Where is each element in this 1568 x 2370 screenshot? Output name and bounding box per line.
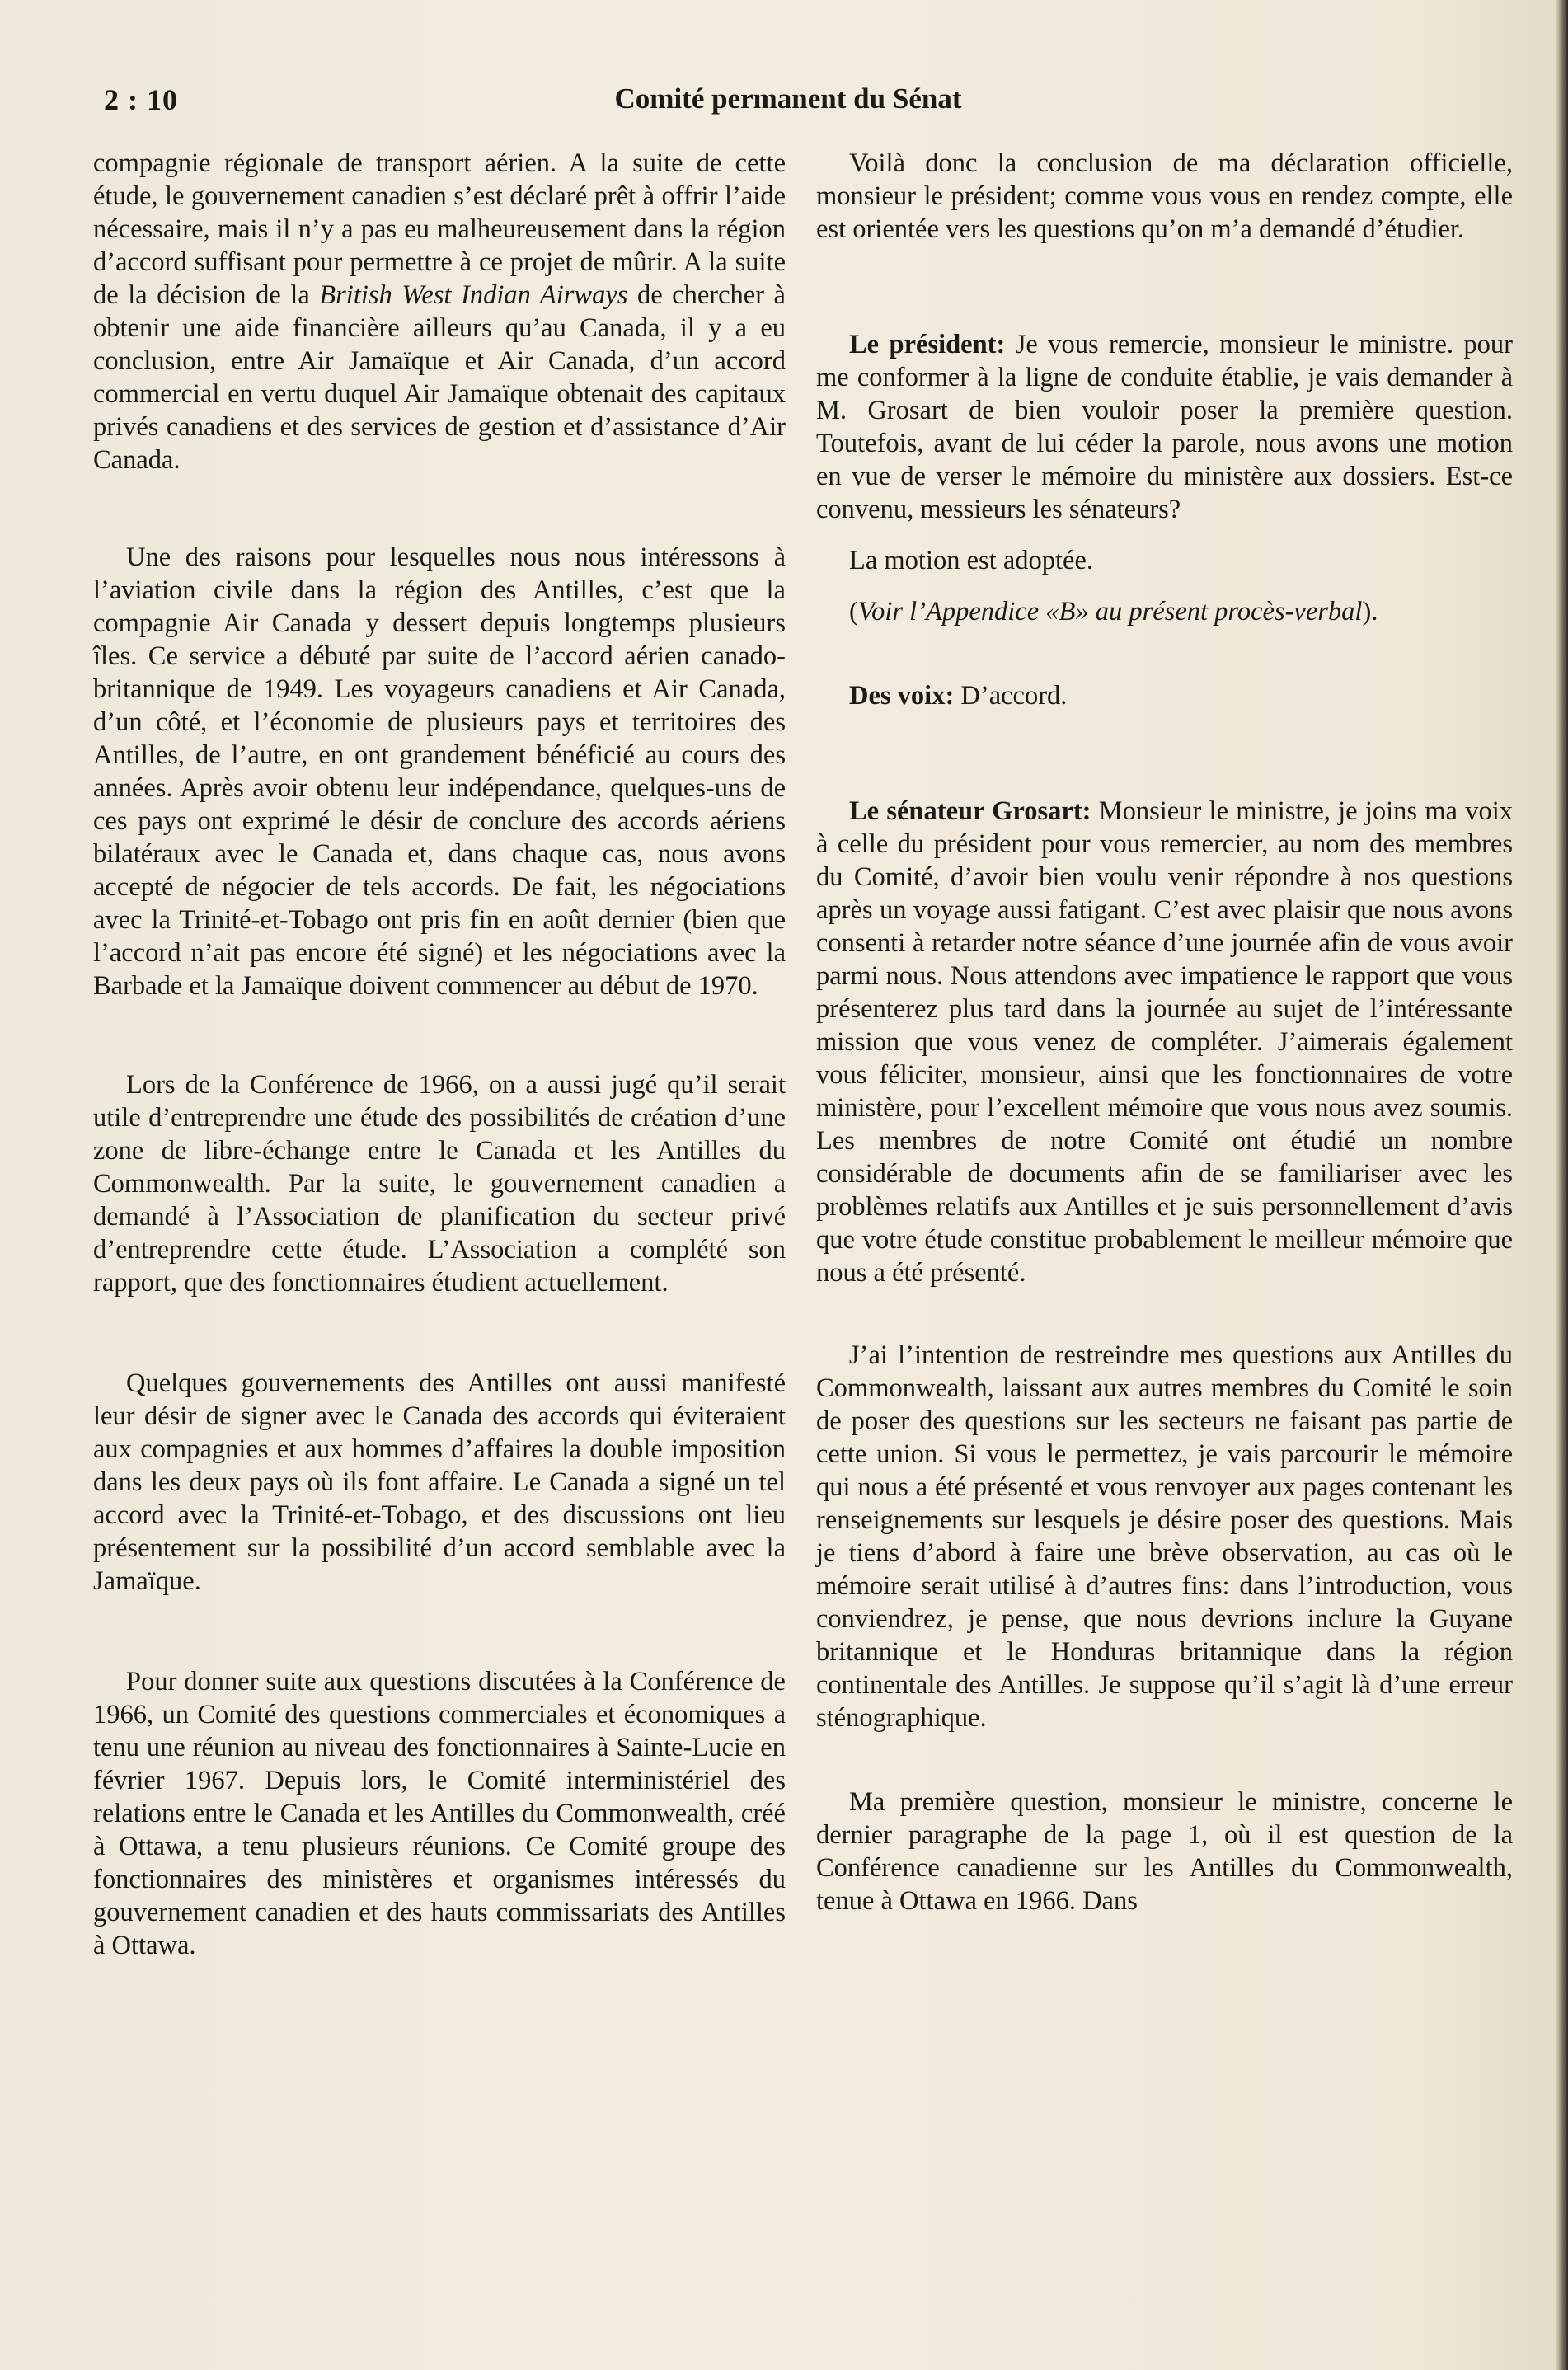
page-binding-edge bbox=[1556, 0, 1568, 2370]
right-paragraph-4 bbox=[816, 595, 1513, 628]
left-paragraph-5: Pour donner suite aux questions discutées à la Conférence de 1966, un Comité des questions commerciales et économiques a tenu une réunion au niveau des fonctionnaires à Sainte-Lucie en février 1967. Depuis lors, le Comité interministériel des relations entre le Canada et les Antilles du Commonwealth, créé à Ottawa, a tenu plusieurs réunions. Ce Comité groupe des fonctionnaires des ministères et organismes intéressés du gouvernement canadien et des hauts commissariats des Antilles à Ottawa. bbox=[93, 1667, 786, 1960]
speaker-president: Le président: bbox=[849, 330, 1006, 359]
left-paragraph-3: Lors de la Conférence de 1966, on a aussi jugé qu’il serait utile d’entreprendre une étude des possibilités de création d’une zone de libre-échange entre le Canada et les Antilles du Commonwealth. Par la suite, le gouvernement canadien a demandé à l’Association de planification du secteur privé d’entreprendre cette étude. L’Association a complété son rapport, que des fonctionnaires étudient actuellement. bbox=[93, 1070, 786, 1298]
right-paragraph-3: La motion est adoptée. bbox=[849, 546, 1094, 575]
page-header bbox=[104, 82, 1472, 132]
page-number: 2 : 10 bbox=[104, 83, 178, 116]
right-paragraph-5-text: D’accord. bbox=[954, 681, 1068, 711]
appendix-open: ( bbox=[849, 597, 858, 627]
running-title: Comité permanent du Sénat bbox=[614, 82, 962, 115]
right-paragraph-2-text: Je vous remercie, monsieur le ministre. pour me conformer à la ligne de conduite établie, je vais demander à M. Grosart de bien vouloir poser la première question. Toutefois, avant de lui céder la parole, nous avons une motion en vue de verser le mémoire du ministère aux dossiers. Est-ce convenu, messieurs les sénateurs? bbox=[816, 330, 1513, 524]
appendix-reference: Voir l’Appendice «B» au présent procès-verbal bbox=[857, 597, 1363, 627]
left-paragraph-2: Une des raisons pour lesquelles nous nous intéressons à l’aviation civile dans la région des Antilles, c’est que la compagnie Air Canada y dessert depuis longtemps plusieurs îles. Ce service a débuté par suite de l’accord aérien canado-britannique de 1949. Les voyageurs canadiens et Air Canada, d’un côté, et l’économie de plusieurs pays et territoires des Antilles, de l’autre, en ont grandement bénéficié au cours des années. Après avoir obtenu leur indépendance, quelques-uns de ces pays ont exprimé le désir de conclure des accords aériens bilatéraux avec le Canada et, dans chaque cas, nous avons accepté de négocier de tels accords. De fait, les négociations avec la Trinité-et-Tobago ont pris fin en août dernier (bien que l’accord n’ait pas encore été signé) et les négociations avec la Barbade et la Jamaïque doivent commencer au début de 1970. bbox=[93, 542, 786, 1001]
appendix-close: ). bbox=[1362, 597, 1378, 627]
left-paragraph-4: Quelques gouvernements des Antilles ont aussi manifesté leur désir de signer avec le Canada des accords qui éviteraient aux compagnies et aux hommes d’affaires la double imposition dans les deux pays où ils font affaire. Le Canada a signé un tel accord avec la Trinité-et-Tobago, et des discussions ont lieu présentement sur la possibilité d’un accord semblable avec la Jamaïque. bbox=[93, 1368, 786, 1596]
right-paragraph-5 bbox=[816, 679, 1513, 712]
left-paragraph-1 bbox=[93, 147, 786, 476]
right-paragraph-1: Voilà donc la conclusion de ma déclaration officielle, monsieur le président; comme vous vous en rendez compte, elle est orientée vers les questions qu’on m’a demandé d’étudier. bbox=[816, 148, 1513, 244]
speaker-voices: Des voix: bbox=[849, 681, 955, 711]
right-paragraph-8: Ma première question, monsieur le ministre, concerne le dernier paragraphe de la page 1, où il est question de la Conférence canadienne sur les Antilles du Commonwealth, tenue à Ottawa en 1966. Dans bbox=[816, 1787, 1513, 1916]
right-paragraph-6-text: Monsieur le ministre, je joins ma voix à celle du président pour vous remercier, au nom des membres du Comité, d’avoir bien voulu venir répondre à nos questions après un voyage aussi fatigant. C’est avec plaisir que nous avons consenti à retarder notre séance d’une journée afin de vous avoir parmi nous. Nous attendons avec impatience le rapport que vous présenterez plus tard dans la journée au sujet de l’intéressante mission que vous venez de compléter. J’aimerais également vous féliciter, monsieur, ainsi que les fonctionnaires de votre ministère, pour l’excellent mémoire que vous nous avez soumis. Les membres de notre Comité ont étudié un nombre considérable de documents afin de se familiariser avec les problèmes relatifs aux Antilles et je suis personnellement d’avis que votre étude constitue probablement le meilleur mémoire que nous a été présenté. bbox=[816, 796, 1513, 1288]
left-column bbox=[93, 147, 786, 1962]
left-paragraph-1-text-a: compagnie régionale de transport aérien. A la suite de cette étude, le gouvernement canadien s’est déclaré prêt à offrir l’aide nécessaire, mais il n’y a pas eu malheureusement dans la région d’accord suffisant pour permettre à ce projet de mûrir. A la suite de la décision de la bbox=[93, 148, 786, 310]
airline-name-italic: British West Indian Airways bbox=[319, 280, 628, 310]
right-paragraph-7: J’ai l’intention de restreindre mes questions aux Antilles du Commonwealth, laissant aux autres membres du Comité le soin de poser des questions sur les secteurs ne faisant pas partie de cette union. Si vous le permettez, je vais parcourir le mémoire qui nous a été présenté et vous renvoyer aux pages contenant les renseignements sur lesquels je désire poser des questions. Mais je tiens d’abord à faire une brève observation, au cas où le mémoire serait utilisé à d’autres fins: dans l’introduction, vous conviendrez, je pense, que nous devrions inclure la Guyane britannique et le Honduras britannique dans la région continentale des Antilles. Je suppose qu’il s’agit là d’une erreur sténographique. bbox=[816, 1340, 1513, 1733]
right-paragraph-2 bbox=[816, 328, 1513, 526]
right-paragraph-6 bbox=[816, 795, 1513, 1289]
speaker-grosart: Le sénateur Grosart: bbox=[849, 796, 1091, 826]
right-column bbox=[816, 147, 1513, 1917]
left-paragraph-1-text-b: de chercher à obtenir une aide financière ailleurs qu’au Canada, il y a eu conclusion, entre Air Jamaïque et Air Canada, d’un accord commercial en vertu duquel Air Jamaïque obtenait des capitaux privés canadiens et des services de gestion et d’assistance d’Air Canada. bbox=[93, 280, 786, 475]
